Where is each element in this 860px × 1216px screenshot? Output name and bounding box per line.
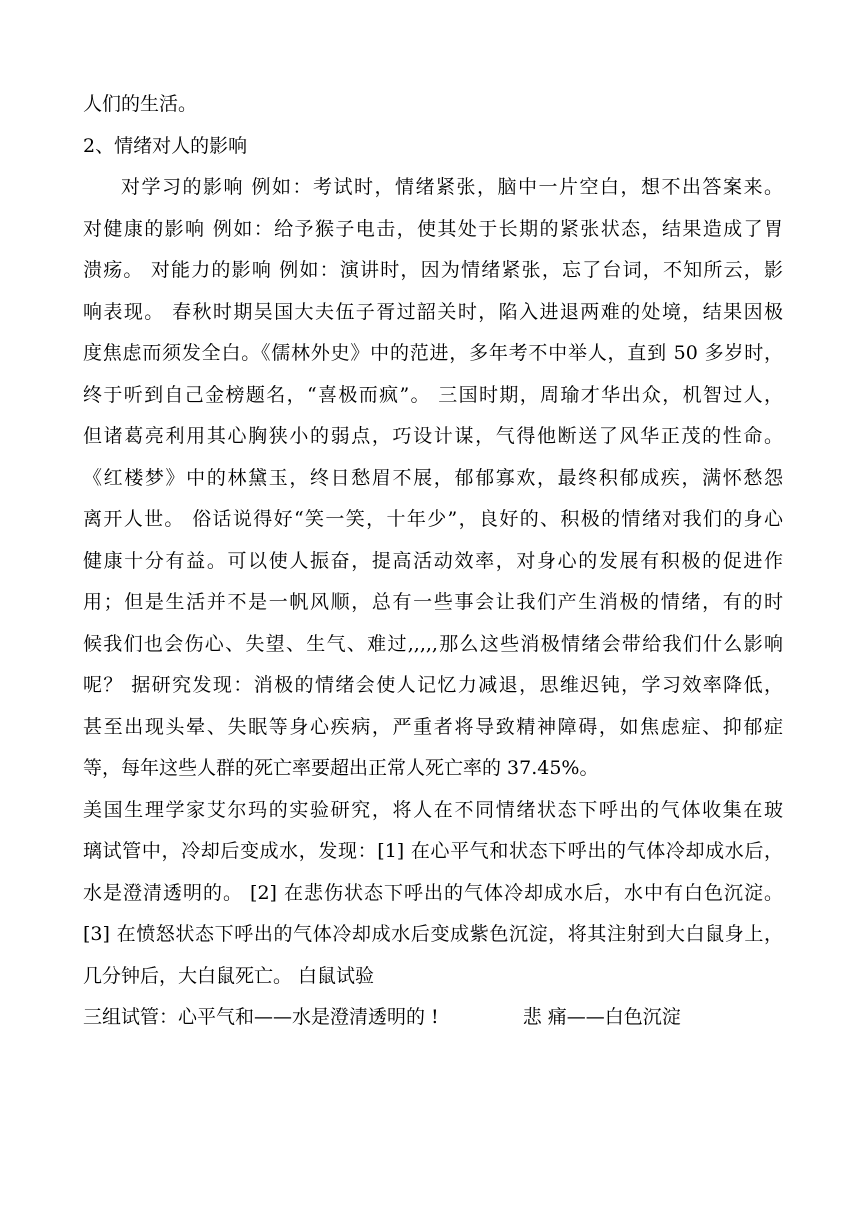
text-line: 离开人世。 俗话说得好“笑一笑，十年少”，良好的、积极的情绪对我们的身心	[83, 508, 783, 530]
text-line: 等，每年这些人群的死亡率要超出正常人死亡率的 37.45%。	[83, 757, 599, 779]
text-line: [3] 在愤怒状态下呼出的气体冷却成水后变成紫色沉淀，将其注射到大白鼠身上，	[83, 923, 783, 945]
text-line: 甚至出现头晕、失眠等身心疾病，严重者将导致精神障碍，如焦虑症、抑郁症	[83, 715, 783, 738]
text-line: 溃疡。 对能力的影响 例如：演讲时，因为情绪紧张，忘了台词，不知所云，影	[83, 259, 783, 281]
text-line: 对健康的影响 例如：给予猴子电击，使其处于长期的紧张状态，结果造成了胃	[83, 217, 783, 240]
text-line: 呢？ 据研究发现：消极的情绪会使人记忆力减退，思维迟钝，学习效率降低，	[83, 674, 783, 696]
text-line: 璃试管中，冷却后变成水，发现：[1] 在心平气和状态下呼出的气体冷却成水后，	[83, 840, 783, 862]
text-line: 用；但是生活并不是一帆风顺，总有一些事会让我们产生消极的情绪，有的时	[83, 591, 783, 613]
text-line: 但诸葛亮利用其心胸狭小的弱点，巧设计谋，气得他断送了风华正茂的性命。	[83, 425, 783, 447]
test-tube-calm-text: 三组试管：心平气和——水是澄清透明的 !	[83, 1006, 439, 1028]
test-tube-row	[83, 997, 783, 1039]
section-heading: 2、情绪对人的影响	[83, 134, 248, 157]
text-line: 终于听到自己金榜题名，“喜极而疯”。 三国时期，周瑜才华出众，机智过人，	[83, 383, 783, 406]
text-line: 美国生理学家艾尔玛的实验研究，将人在不同情绪状态下呼出的气体收集在玻	[83, 798, 783, 821]
text-line: 健康十分有益。可以使人振奋，提高活动效率，对身心的发展有积极的促进作	[83, 549, 783, 572]
document-body	[83, 84, 783, 1039]
text-line: 人们的生活。	[83, 93, 198, 115]
text-line: 候我们也会伤心、失望、生气、难过,,,,,那么这些消极情绪会带给我们什么影响	[83, 632, 783, 655]
text-line: 《红楼梦》中的林黛玉，终日愁眉不展，郁郁寡欢，最终积郁成疾，满怀愁怨	[83, 466, 783, 489]
test-tube-sad-text: 悲 痛——白色沉淀	[522, 1006, 681, 1028]
text-line: 度焦虑而须发全白。《儒林外史》中的范进，多年考不中举人，直到 50 多岁时，	[83, 342, 783, 364]
text-line: 几分钟后，大白鼠死亡。 白鼠试验	[83, 964, 375, 987]
text-line: 响表现。 春秋时期吴国大夫伍子胥过韶关时，陷入进退两难的处境，结果因极	[83, 300, 783, 323]
text-line: 对学习的影响 例如：考试时，情绪紧张，脑中一片空白，想不出答案来。	[121, 176, 783, 198]
text-line: 水是澄清透明的。 [2] 在悲伤状态下呼出的气体冷却成水后，水中有白色沉淀。	[83, 881, 783, 904]
